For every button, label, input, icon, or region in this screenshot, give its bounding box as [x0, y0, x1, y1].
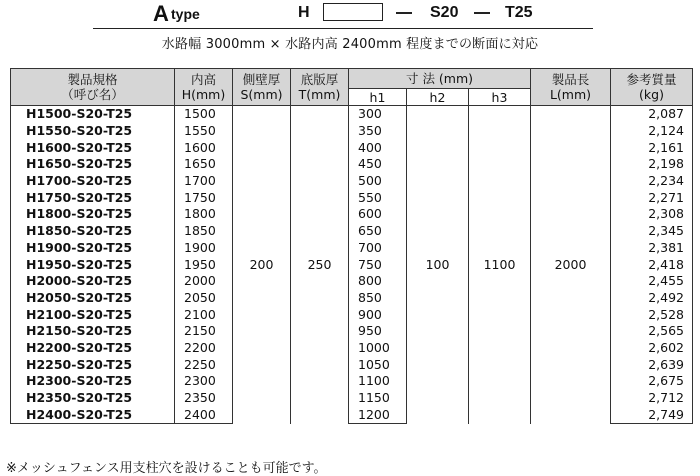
bottom-slab-cell: 250	[291, 106, 349, 424]
header-h-line2: H(mm)	[181, 87, 226, 102]
h1-cell: 950	[349, 323, 407, 340]
weight-cell: 2,565	[611, 323, 693, 340]
header-side-wall	[233, 69, 291, 106]
weight-cell: 2,345	[611, 223, 693, 240]
product-name-cell: H2400-S20-T25	[11, 406, 175, 423]
inner-height-cell: 2400	[175, 406, 233, 423]
product-name-cell: H1850-S20-T25	[11, 223, 175, 240]
h1-cell: 500	[349, 173, 407, 190]
weight-cell: 2,381	[611, 240, 693, 257]
header-product-length	[531, 69, 611, 106]
h1-cell: 1000	[349, 340, 407, 357]
inner-height-cell: 1500	[175, 106, 233, 123]
inner-height-cell: 1900	[175, 240, 233, 257]
h3-cell: 1100	[469, 106, 531, 424]
h1-cell: 400	[349, 139, 407, 156]
weight-cell: 2,234	[611, 173, 693, 190]
weight-cell: 2,308	[611, 206, 693, 223]
header-h1: h1	[349, 89, 407, 106]
footnote: ※メッシュフェンス用支柱穴を設けることも可能です。	[6, 461, 327, 476]
product-name-cell: H2200-S20-T25	[11, 340, 175, 357]
product-name-cell: H1650-S20-T25	[11, 156, 175, 173]
product-name-cell: H2100-S20-T25	[11, 306, 175, 323]
header-s-line2: S(mm)	[240, 87, 283, 102]
page-subtitle: 水路幅 3000mm × 水路内高 2400mm 程度までの断面に対応	[161, 37, 539, 52]
spec-table-body	[11, 106, 693, 424]
h1-cell: 350	[349, 123, 407, 140]
product-name-cell: H2350-S20-T25	[11, 390, 175, 407]
t-code: T25	[505, 4, 533, 21]
header-t-line1: 底版厚	[300, 72, 339, 87]
weight-cell: 2,087	[611, 106, 693, 123]
product-name-cell: H1500-S20-T25	[11, 106, 175, 123]
header-h-line1: 内高	[190, 72, 216, 87]
h1-cell: 800	[349, 273, 407, 290]
type-letter: A	[153, 1, 169, 26]
table-row	[11, 106, 693, 123]
inner-height-cell: 2300	[175, 373, 233, 390]
header-bottom-slab	[291, 69, 349, 106]
product-name-cell: H2250-S20-T25	[11, 356, 175, 373]
h1-cell: 850	[349, 290, 407, 307]
header-dimensions: 寸 法 (mm)	[349, 69, 531, 89]
inner-height-cell: 2250	[175, 356, 233, 373]
h1-cell: 550	[349, 189, 407, 206]
weight-cell: 2,455	[611, 273, 693, 290]
header-name-line2: （呼び名）	[61, 87, 124, 102]
product-name-cell: H1750-S20-T25	[11, 189, 175, 206]
inner-height-cell: 1650	[175, 156, 233, 173]
weight-cell: 2,528	[611, 306, 693, 323]
product-name-cell: H2150-S20-T25	[11, 323, 175, 340]
side-wall-cell: 200	[233, 106, 291, 424]
header-l-line2: L(mm)	[549, 87, 592, 102]
header-divider	[93, 28, 593, 29]
header-w-line2: (kg)	[639, 87, 664, 102]
inner-height-cell: 2350	[175, 390, 233, 407]
header-l-line1: 製品長	[551, 72, 590, 87]
inner-height-cell: 1700	[175, 173, 233, 190]
inner-height-cell: 1950	[175, 256, 233, 273]
inner-height-cell: 1750	[175, 189, 233, 206]
spec-table	[10, 68, 693, 424]
h1-cell: 450	[349, 156, 407, 173]
header-name	[11, 69, 175, 106]
inner-height-cell: 2100	[175, 306, 233, 323]
product-name-cell: H1700-S20-T25	[11, 173, 175, 190]
type-header	[0, 0, 700, 30]
header-s-line1: 側壁厚	[242, 72, 281, 87]
inner-height-cell: 2000	[175, 273, 233, 290]
h1-cell: 300	[349, 106, 407, 123]
weight-cell: 2,198	[611, 156, 693, 173]
h1-cell: 1100	[349, 373, 407, 390]
weight-cell: 2,675	[611, 373, 693, 390]
product-name-cell: H2000-S20-T25	[11, 273, 175, 290]
weight-cell: 2,161	[611, 139, 693, 156]
h1-cell: 900	[349, 306, 407, 323]
header-t-line2: T(mm)	[298, 87, 341, 102]
h1-cell: 1150	[349, 390, 407, 407]
header-h2: h2	[407, 89, 469, 106]
weight-cell: 2,124	[611, 123, 693, 140]
product-name-cell: H1600-S20-T25	[11, 139, 175, 156]
product-name-cell: H1900-S20-T25	[11, 240, 175, 257]
type-word: type	[171, 6, 200, 22]
product-name-cell: H2050-S20-T25	[11, 290, 175, 307]
h-value-box	[323, 3, 383, 21]
s-code: S20	[430, 4, 459, 21]
h2-cell: 100	[407, 106, 469, 424]
inner-height-cell: 2050	[175, 290, 233, 307]
inner-height-cell: 1800	[175, 206, 233, 223]
weight-cell: 2,639	[611, 356, 693, 373]
weight-cell: 2,418	[611, 256, 693, 273]
header-inner-height	[175, 69, 233, 106]
dash-separator	[474, 12, 490, 14]
inner-height-cell: 1850	[175, 223, 233, 240]
weight-cell: 2,271	[611, 189, 693, 206]
h1-cell: 1050	[349, 356, 407, 373]
weight-cell: 2,492	[611, 290, 693, 307]
product-name-cell: H1550-S20-T25	[11, 123, 175, 140]
header-reference-weight	[611, 69, 693, 106]
inner-height-cell: 2200	[175, 340, 233, 357]
header-w-line1: 参考質量	[626, 72, 677, 87]
weight-cell: 2,602	[611, 340, 693, 357]
h-letter: H	[298, 4, 310, 21]
inner-height-cell: 1550	[175, 123, 233, 140]
product-name-cell: H2300-S20-T25	[11, 373, 175, 390]
header-name-line1: 製品規格	[67, 72, 118, 87]
h1-cell: 600	[349, 206, 407, 223]
h1-cell: 650	[349, 223, 407, 240]
h1-cell: 1200	[349, 406, 407, 423]
weight-cell: 2,749	[611, 406, 693, 423]
dash-separator	[396, 12, 412, 14]
product-name-cell: H1800-S20-T25	[11, 206, 175, 223]
h1-cell: 700	[349, 240, 407, 257]
h1-cell: 750	[349, 256, 407, 273]
product-length-cell: 2000	[531, 106, 611, 424]
header-h3: h3	[469, 89, 531, 106]
weight-cell: 2,712	[611, 390, 693, 407]
product-name-cell: H1950-S20-T25	[11, 256, 175, 273]
inner-height-cell: 2150	[175, 323, 233, 340]
inner-height-cell: 1600	[175, 139, 233, 156]
